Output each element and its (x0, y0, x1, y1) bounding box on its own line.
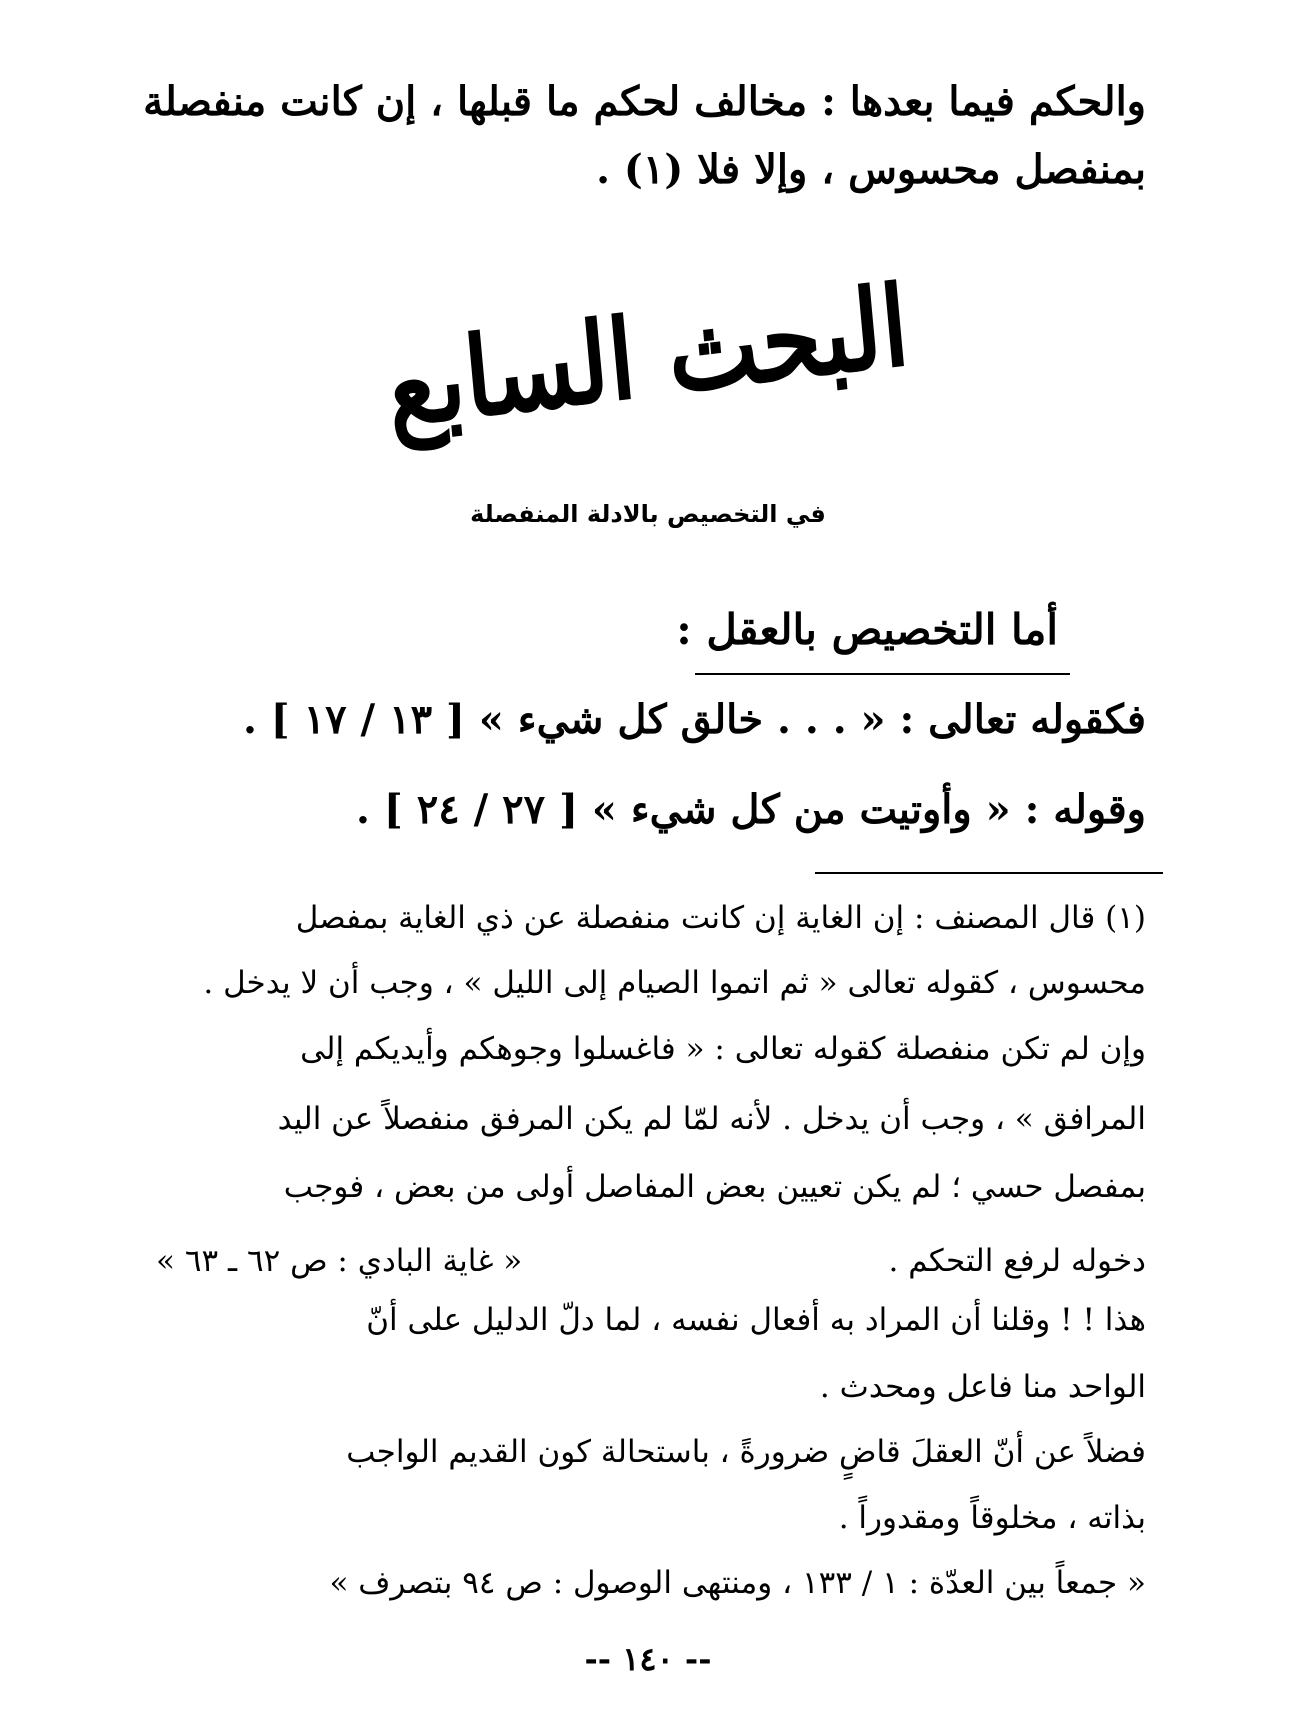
main-text-line-2: وقوله : « وأوتيت من كل شيء » [ ٢٧ / ٢٤ ] . (356, 786, 1146, 833)
footnote-source-citation: « غاية البادي : ص ٦٢ ـ ٦٣ » (156, 1243, 523, 1279)
top-paragraph-line-2: بمنفصل محسوس ، وإلا فلا (١) . (596, 146, 1146, 193)
footnote-line-7: هذا ! ! وقلنا أن المراد به أفعال نفسه ، لما دلّ الدليل على أنّ (366, 1302, 1146, 1338)
footnote-line-10: بذاته ، مخلوقاً ومقدوراً . (838, 1500, 1146, 1536)
section-heading: أما التخصيص بالعقل : (676, 605, 1058, 654)
footnote-line-1: (١) قال المصنف : إن الغاية إن كانت منفصلة عن ذي الغاية بمفصل (295, 900, 1146, 936)
section-title-text: البحث السابع (381, 260, 915, 453)
footnote-line-3: وإن لم تكن منفصلة كقوله تعالى : « فاغسلوا وجوهكم وأيديكم إلى (300, 1031, 1146, 1067)
footnote-line-11: « جمعاً بين العدّة : ١ / ١٣٣ ، ومنتهى الوصول : ص ٩٤ بتصرف » (329, 1565, 1146, 1601)
footnote-line-5: بمفصل حسي ؛ لم يكن تعيين بعض المفاصل أولى من بعض ، فوجب (283, 1169, 1146, 1205)
main-text-line-1: فكقوله تعالى : « . . . خالق كل شيء » [ ١٣ / ١٧ ] . (242, 696, 1146, 743)
footnote-line-9: فضلاً عن أنّ العقلَ قاضٍ ضرورةً ، باستحالة كون القديم الواجب (346, 1434, 1146, 1470)
page-number: -- ١٤٠ -- (584, 1640, 712, 1678)
footnote-line-2: محسوس ، كقوله تعالى « ثم اتموا الصيام إلى الليل » ، وجب أن لا يدخل . (203, 965, 1146, 1001)
section-subtitle: في التخصيص بالادلة المنفصلة (470, 500, 826, 528)
section-title (0, 260, 1296, 453)
footnote-separator (815, 872, 1163, 874)
footnote-line-4: المرافق » ، وجب أن يدخل . لأنه لمّا لم يكن المرفق منفصلاً عن اليد (277, 1101, 1146, 1137)
footnote-line-8: الواحد منا فاعل ومحدث . (819, 1369, 1146, 1405)
footnote-line-6-text: دخوله لرفع التحكم . (888, 1243, 1146, 1279)
heading-underline (695, 673, 1070, 675)
top-paragraph-line-1: والحكم فيما بعدها : مخالف لحكم ما قبلها ، إن كانت منفصلة (143, 78, 1146, 125)
